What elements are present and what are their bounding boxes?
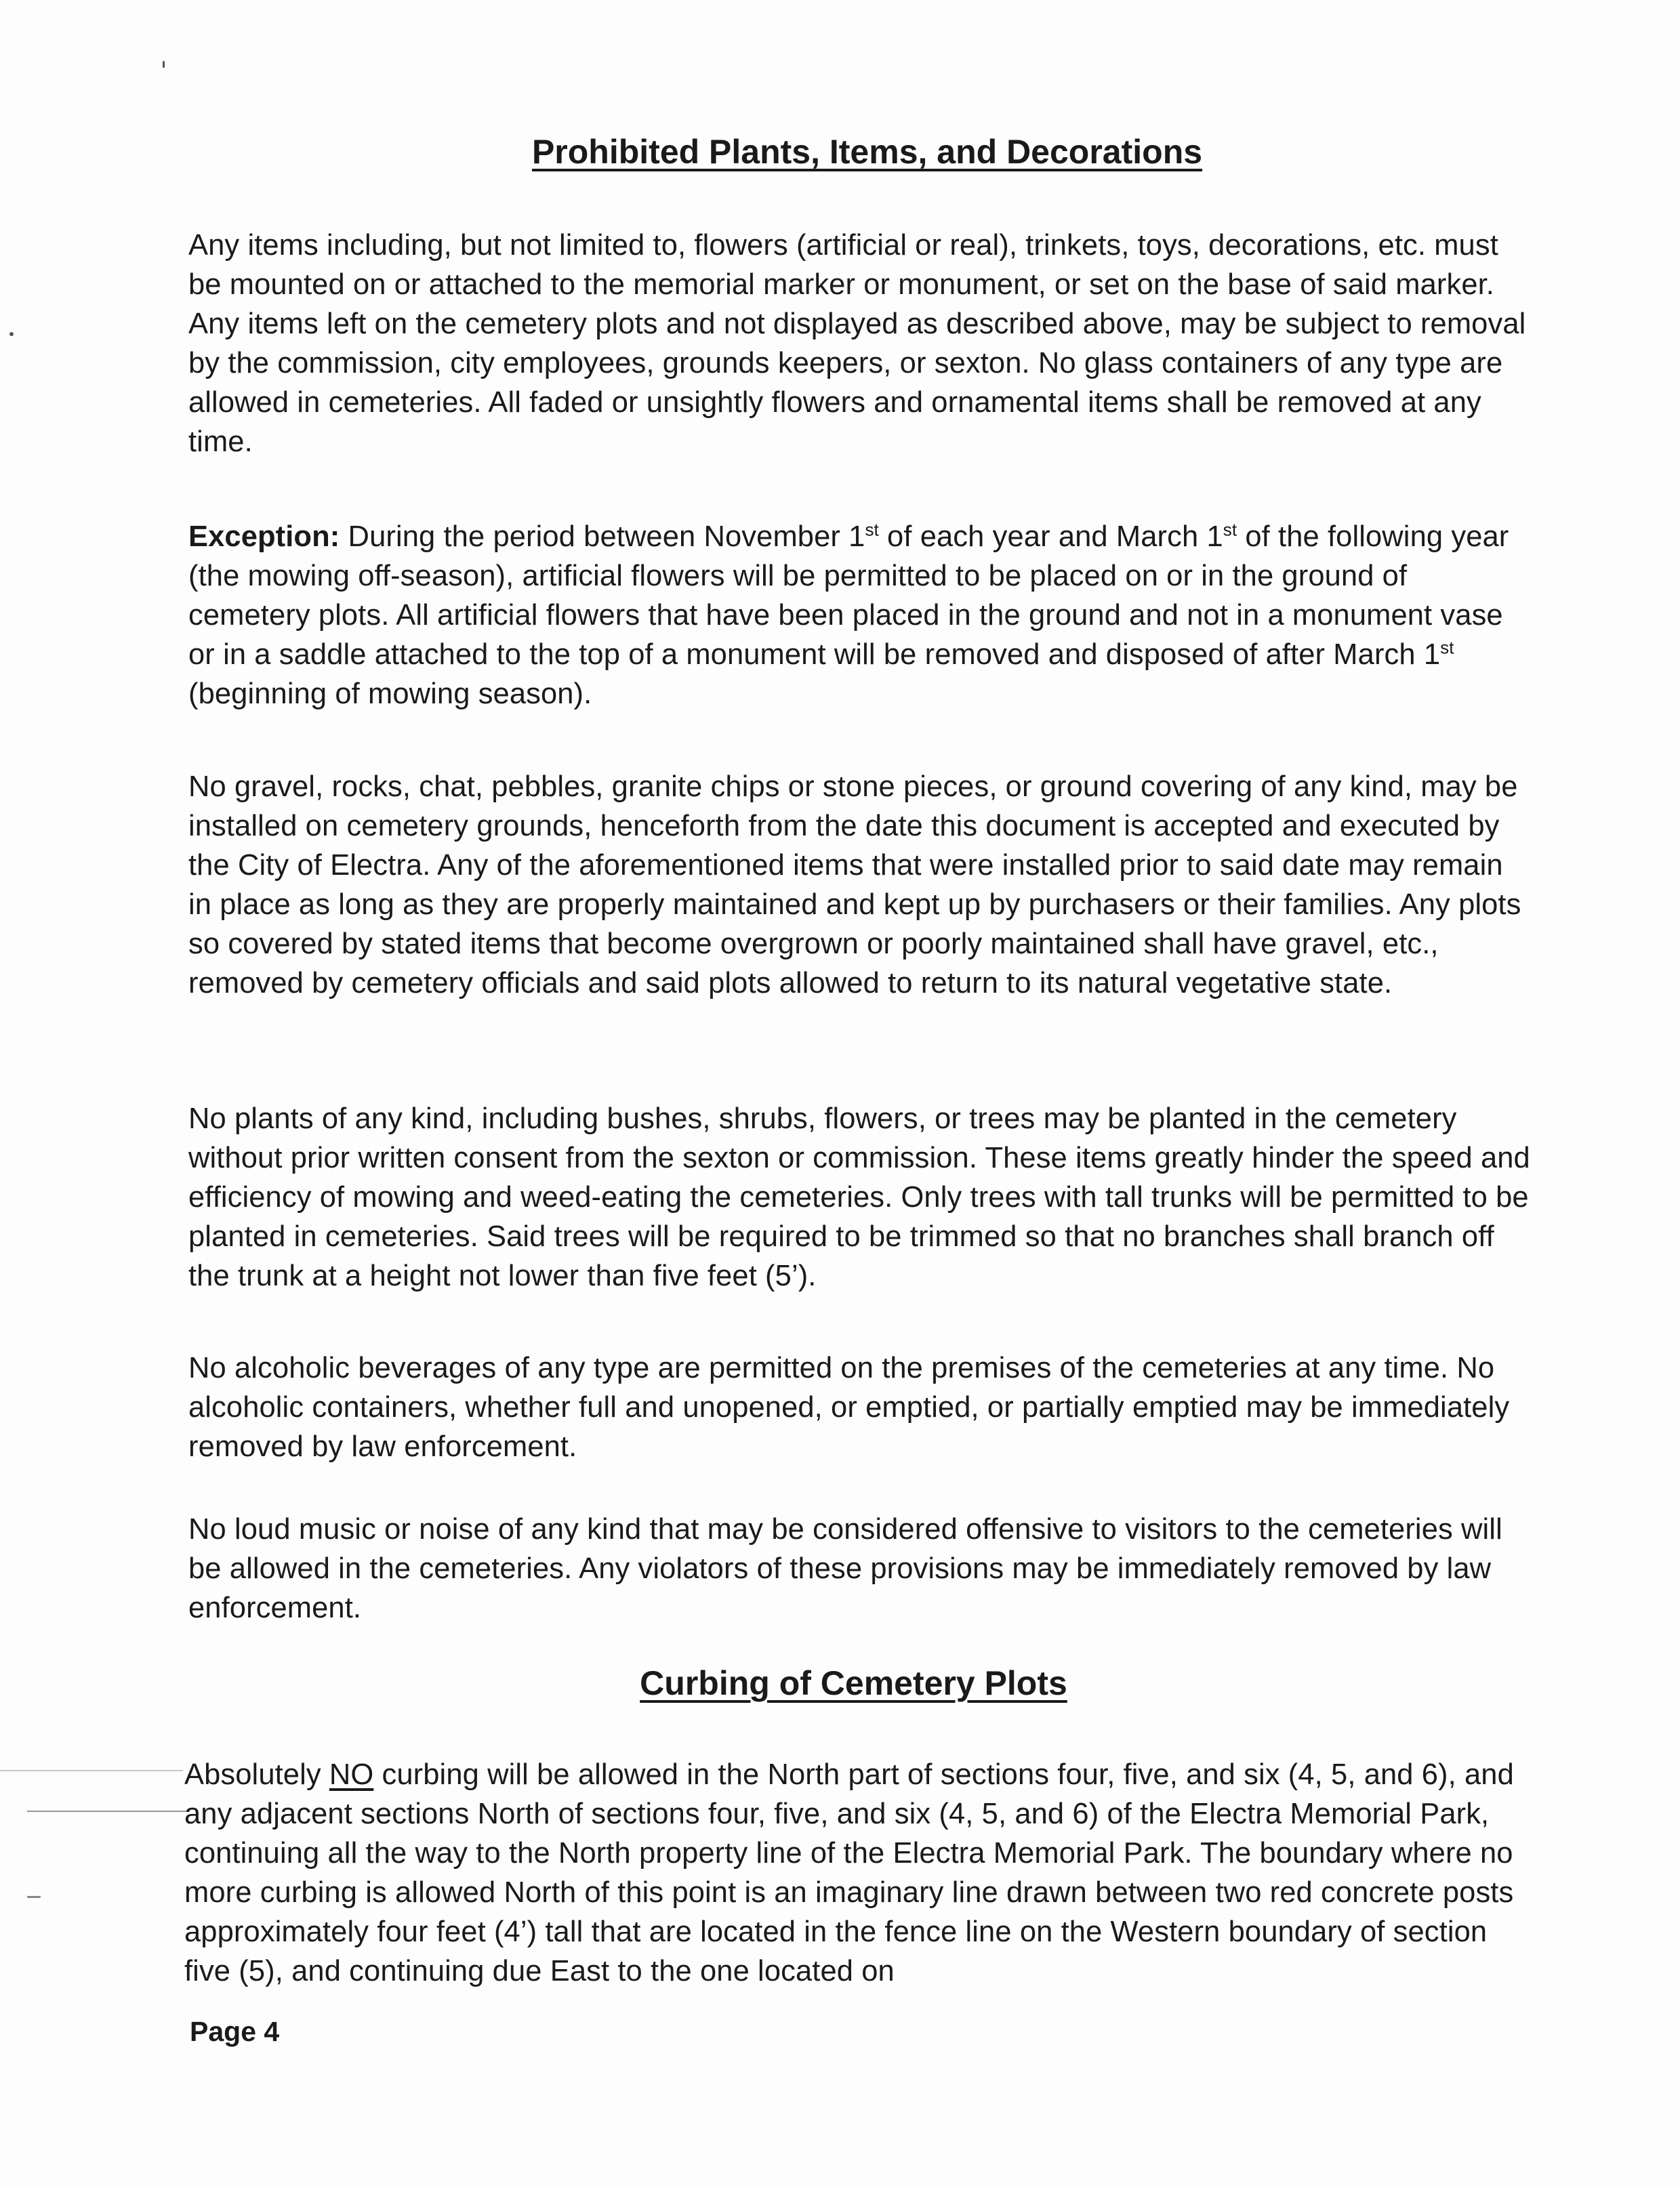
scan-artifact-line [27,1811,190,1812]
curbing-emphasis-no: NO [329,1758,374,1791]
scan-speck [27,1896,41,1898]
page-number: Page 4 [190,2016,280,2047]
ordinal-suffix: st [1440,637,1454,658]
paragraph-curbing [184,1755,1533,1991]
scan-artifact-line [0,1770,183,1771]
paragraph-noise: No loud music or noise of any kind that may be considered offensive to visitors to the cemeteries will be allowed in the cemeteries. Any violators of these provisions may be immediately removed by law enforcement. [188,1513,1502,1624]
ordinal-suffix: st [1223,519,1237,540]
exception-text-part: (beginning of mowing season). [188,678,592,710]
ordinal-suffix: st [865,519,879,540]
curbing-text-part: curbing will be allowed in the North part of sections four, five, and six (4, 5, and 6), and any adjacent sections North of sections four, five, and six (4, 5, and 6) of the Electra Memorial Park, continuing all the way to the North property line of the Electra Memorial Park. The boundary where no more curbing is allowed North of this point is an imaginary line drawn between two red concrete posts approximately four feet (4’) tall that are located in the fence line on the Western boundary of section five (5), and continuing due East to the one located on [184,1758,1514,1987]
paragraph-plants: No plants of any kind, including bushes, shrubs, flowers, or trees may be planted in the cemetery without prior written consent from the sexton or commission. These items greatly hinder the speed and efficiency of mowing and weed-eating the cemeteries. Only trees with tall trunks will be permitted to be planted in cemeteries. Said trees will be required to be trimmed so that no branches shall branch off the trunk at a height not lower than five feet (5’). [188,1102,1530,1292]
exception-text-part: of the following year (the mowing off-season), artificial flowers will be permitted to be placed on or in the ground of cemetery plots. All artificial flowers that have been placed in the ground and not in a monument vase or in a saddle attached to the top of a monument will be removed and disposed of after March 1 [188,520,1509,671]
scan-speck [163,61,165,68]
section-heading-prohibited-items: Prohibited Plants, Items, and Decorations [531,133,1203,171]
exception-text-part: of each year and March 1 [878,520,1223,553]
paragraph-ground-covering: No gravel, rocks, chat, pebbles, granite chips or stone pieces, or ground covering of any kind, may be installed on cemetery grounds, henceforth from the date this document is accepted and executed by the City of Electra. Any of the aforementioned items that were installed prior to said date may remain in place as long as they are properly maintained and kept up by purchasers or their families. Any plots so covered by stated items that become overgrown or poorly maintained shall have gravel, etc., removed by cemetery officials and said plots allowed to return to its natural vegetative state. [188,770,1521,999]
scan-speck [9,332,14,336]
paragraph-exception [188,517,1530,714]
paragraph-items-mounting: Any items including, but not limited to, flowers (artificial or real), trinkets, toys, decorations, etc. must be mounted on or attached to the memorial marker or monument, or set on the base of said marker. Any items left on the cemetery plots and not displayed as described above, may be subject to removal by the commission, city employees, grounds keepers, or sexton. No glass containers of any type are allowed in cemeteries. All faded or unsightly flowers and ornamental items shall be removed at any time. [188,229,1526,458]
section-heading-curbing: Curbing of Cemetery Plots [640,1664,1067,1702]
paragraph-alcohol: No alcoholic beverages of any type are permitted on the premises of the cemeteries at any time. No alcoholic containers, whether full and unopened, or emptied, or partially emptied may be immediately removed by law enforcement. [188,1352,1510,1463]
exception-label: Exception: [188,520,340,553]
exception-text-part: During the period between November 1 [340,520,865,553]
curbing-text-part: Absolutely [184,1758,329,1791]
